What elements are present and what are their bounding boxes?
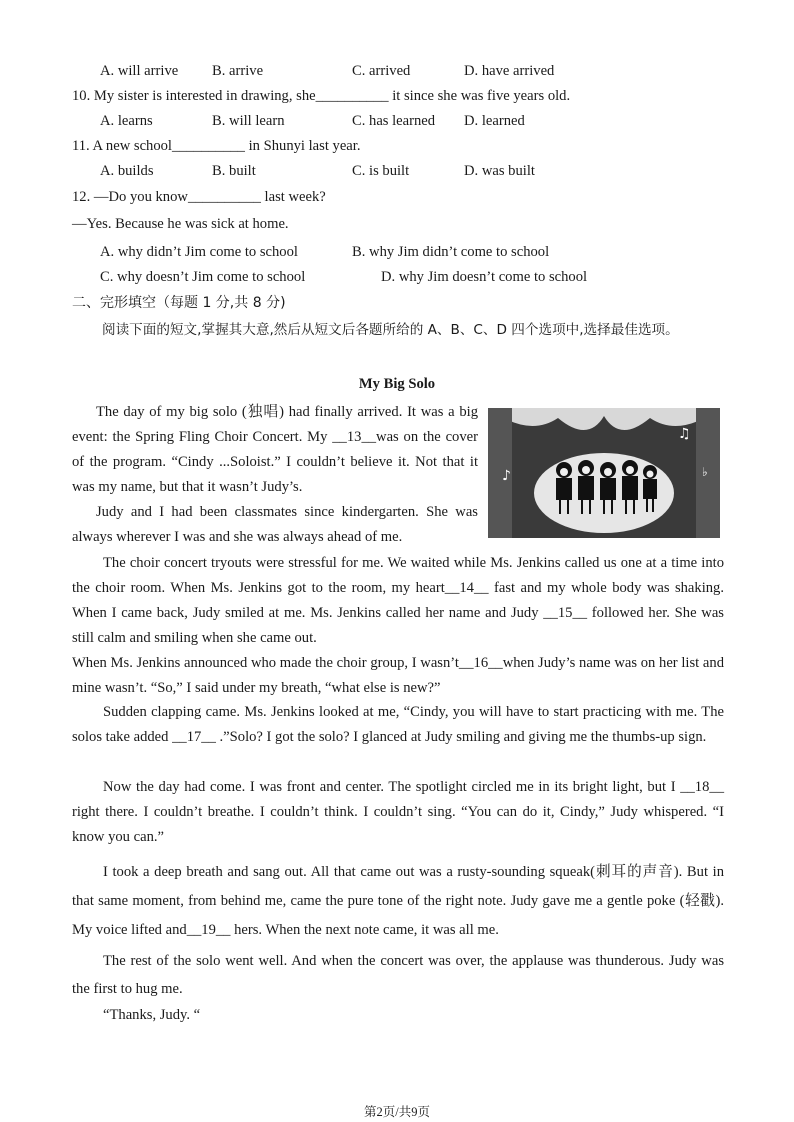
paragraph-3: The choir concert tryouts were stressful for me. We waited while Ms. Jenkins called us one at a time into the choir room. When Ms. Jenkins got to the room, my heart__14__ fast and my whole body was shaking. When I came back, Judy smiled at me. Ms. Jenkins called her name and Judy __15__ followed her. She was still calm and smiling when she came out. xyxy=(72,555,724,646)
paragraph-5: Sudden clapping came. Ms. Jenkins looked at me, “Cindy, you will have to start practicing with me. The solos take added __17__ .”Solo? I got the solo? I glanced at Judy smiling and giving me the thumbs-up sign. xyxy=(72,704,724,745)
paragraph-9: “Thanks, Judy. “ xyxy=(103,1007,201,1023)
q11-option-d: D. was built xyxy=(464,163,535,179)
paragraph-7: I took a deep breath and sang out. All that came out was a rusty-sounding squeak(刺耳的声音). But in that same moment, from behind me, came the pure tone of the right note. Judy gave me a gentle poke (轻戳). My voice lifted and__19__ hers. When the next note came, it was all me. xyxy=(72,864,724,938)
q12-option-c: C. why doesn’t Jim come to school xyxy=(100,269,306,285)
q11-option-a: A. builds xyxy=(100,163,154,179)
section-heading: 二、完形填空（每题 1 分,共 8 分) xyxy=(72,295,286,311)
paragraph-6: Now the day had come. I was front and center. The spotlight circled me in its bright light, but I __18__ right there. I couldn’t breathe. I couldn’t think. I couldn’t sing. “You can do it, Cindy,” Judy whispered. “I know you can.” xyxy=(72,779,724,845)
page-number: 第2页/共9页 xyxy=(364,1105,430,1119)
passage-title: My Big Solo xyxy=(358,376,436,392)
q10-option-c: C. has learned xyxy=(352,113,436,129)
question-10: 10. My sister is interested in drawing, she__________ it since she was five years old. xyxy=(72,88,571,104)
choir-illustration xyxy=(488,408,720,538)
q9-option-a: A. will arrive xyxy=(100,63,179,79)
q12-option-d: D. why Jim doesn’t come to school xyxy=(381,269,588,285)
q9-option-b: B. arrive xyxy=(212,63,264,79)
paragraph-2: Judy and I had been classmates since kindergarten. She was always wherever I was and she was always ahead of me. xyxy=(72,504,478,545)
question-12-reply: —Yes. Because he was sick at home. xyxy=(72,216,289,232)
section-instruction: 阅读下面的短文,掌握其大意,然后从短文后各题所给的 A、B、C、D 四个选项中,选择最佳选项。 xyxy=(102,322,679,338)
svg-text:♭: ♭ xyxy=(702,465,708,479)
paragraph-8: The rest of the solo went well. And when the concert was over, the applause was thunderous. Judy was the first to hug me. xyxy=(72,953,724,997)
q9-option-d: D. have arrived xyxy=(464,63,555,79)
svg-text:♪: ♪ xyxy=(502,468,511,484)
paragraph-4: When Ms. Jenkins announced who made the choir group, I wasn’t__16__when Judy’s name was on her list and mine wasn’t. “So,” I said under my breath, “what else is new?” xyxy=(72,655,724,696)
q11-option-c: C. is built xyxy=(352,163,410,179)
q10-option-d: D. learned xyxy=(464,113,525,129)
q10-option-a: A. learns xyxy=(100,113,153,129)
paragraph-1: The day of my big solo (独唱) had finally arrived. It was a big event: the Spring Fling Choir Concert. My __13__was on the cover of the program. “Cindy ...Soloist.” I couldn’t believe it. Not that it was my name, but that it wasn’t Judy’s. xyxy=(72,404,478,495)
q10-option-b: B. will learn xyxy=(212,113,285,129)
q12-option-b: B. why Jim didn’t come to school xyxy=(352,244,550,260)
question-12: 12. —Do you know__________ last week? xyxy=(72,189,326,205)
question-11: 11. A new school__________ in Shunyi last year. xyxy=(72,138,361,154)
q11-option-b: B. built xyxy=(212,163,256,179)
q12-option-a: A. why didn’t Jim come to school xyxy=(100,244,298,260)
svg-text:♫: ♫ xyxy=(678,426,691,442)
q9-option-c: C. arrived xyxy=(352,63,411,79)
